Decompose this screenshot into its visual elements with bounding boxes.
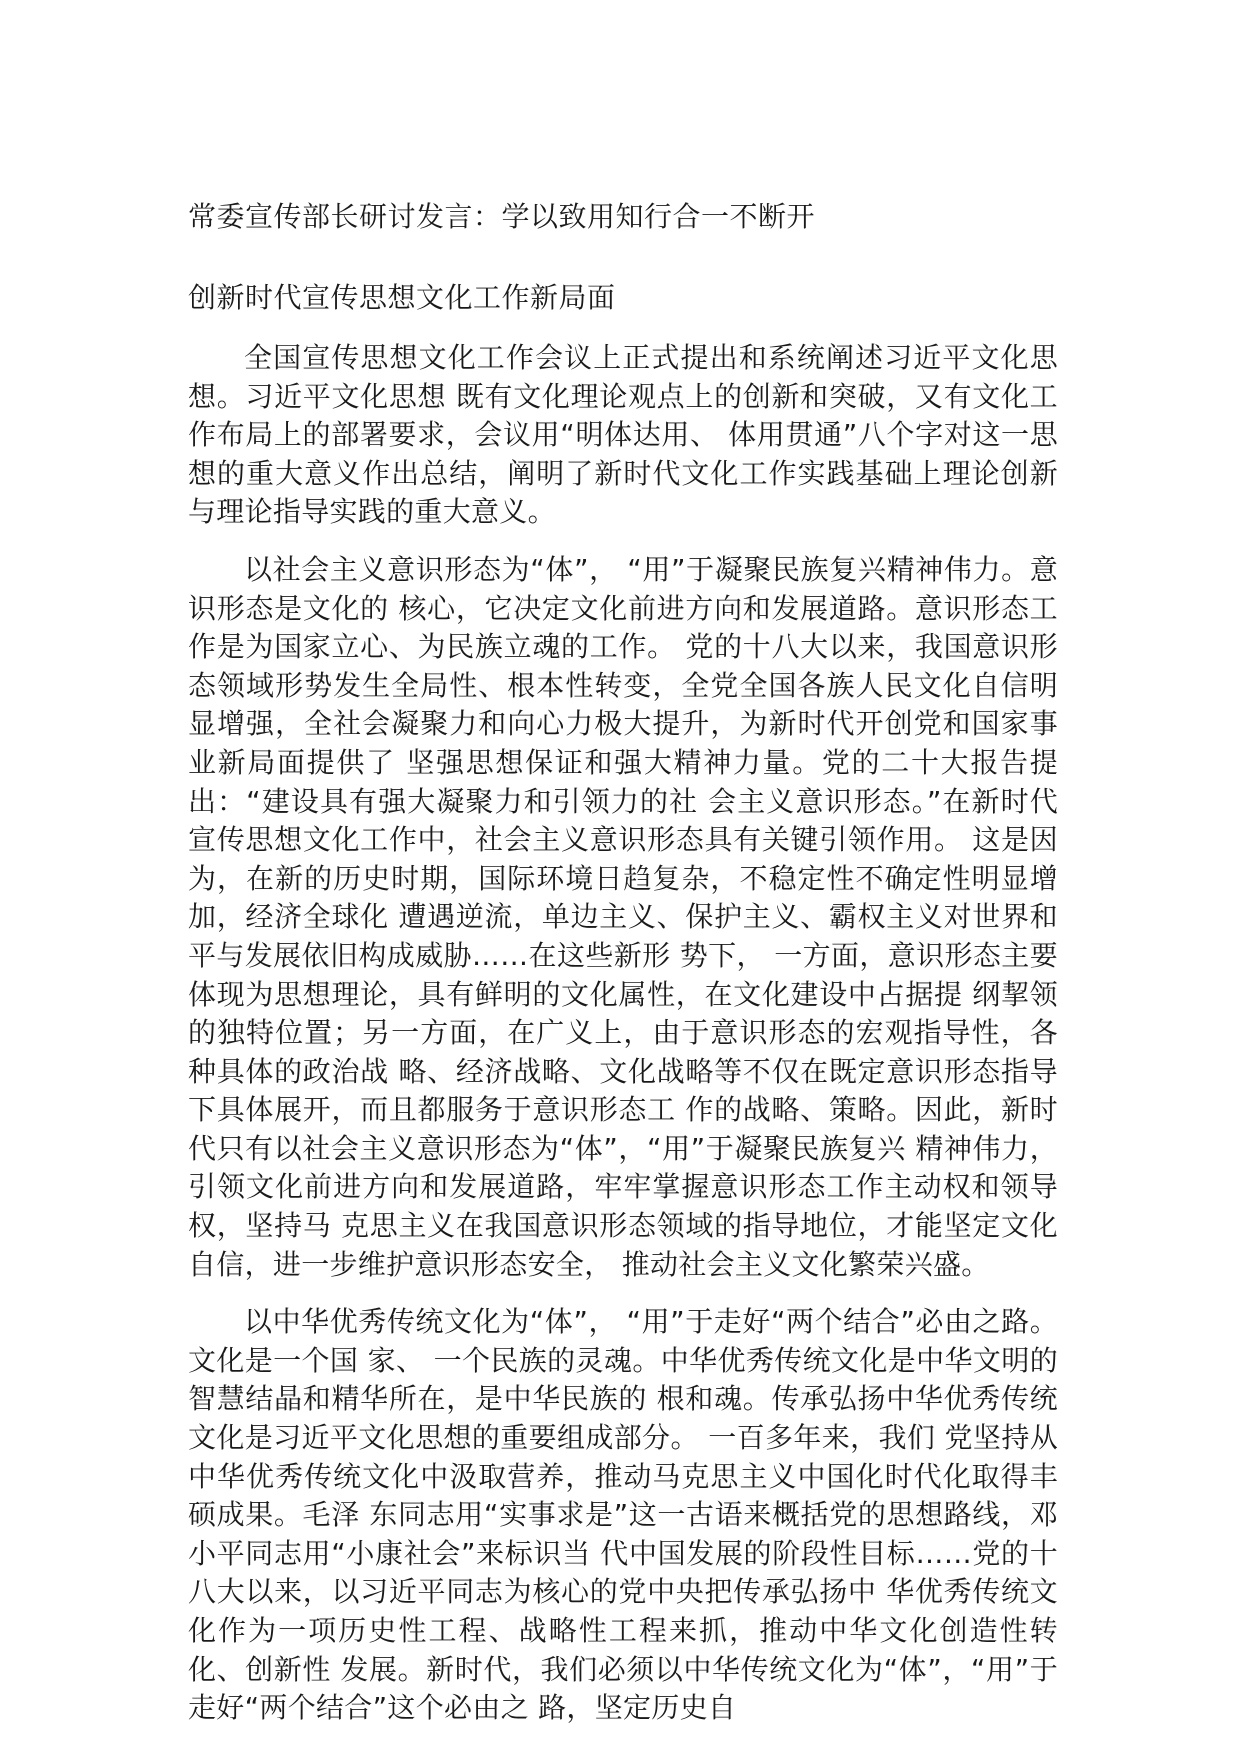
document-title: 常委宣传部长研讨发言：学以致用知行合一不断开 (188, 200, 816, 233)
body-paragraph: 以社会主义意识形态为“体”， “用”于凝聚民族复兴精神伟力。意识形态是文化的 核心，它决定文化前进方向和发展道路。意识形态工作是为国家立心、为民族立魂的工作。 党的十八大以来，我国意识形态领域形势发生全局性、根本性转变，全党全国各族人民文化自信明显增强，全社会凝聚力和向心力极大提升，为新时代开创党和国家事业新局面提供了 坚强思想保证和强大精神力量。党的二十大报告提出：“建设具有强大凝聚力和引领力的社 会主义意识形态。”在新时代宣传思想文化工作中，社会主义意识形态具有关键引领作用。 这是因为，在新的历史时期，国际环境日趋复杂，不稳定性不确定性明显增加，经济全球化 遭遇逆流，单边主义、保护主义、霸权主义对世界和平与发展依旧构成威胁……在这些新形 势下， 一方面，意识形态主要体现为思想理论，具有鲜明的文化属性，在文化建设中占据提 纲挈领的独特位置；另一方面，在广义上，由于意识形态的宏观指导性，各种具体的政治战 略、经济战略、文化战略等不仅在既定意识形态指导下具体展开，而且都服务于意识形态工 作的战略、策略。因此，新时代只有以社会主义意识形态为“体”，“用”于凝聚民族复兴 精神伟力，引领文化前进方向和发展道路，牢牢掌握意识形态工作主动权和领导权，坚持马 克思主义在我国意识形态领域的指导地位，才能坚定文化自信，进一步维护意识形态安全， 推动社会主义文化繁荣兴盛。 (188, 552, 1058, 1281)
body-paragraph: 以中华优秀传统文化为“体”， “用”于走好“两个结合”必由之路。 文化是一个国 家、 一个民族的灵魂。中华优秀传统文化是中华文明的智慧结晶和精华所在，是中华民族的 根和魂。传承弘扬中华优秀传统文化是习近平文化思想的重要组成部分。 一百多年来，我们 党坚持从中华优秀传统文化中汲取营养，推动马克思主义中国化时代化取得丰硕成果。毛泽 东同志用“实事求是”这一古语来概括党的思想路线，邓小平同志用“小康社会”来标识当 代中国发展的阶段性目标……党的十八大以来，以习近平同志为核心的党中央把传承弘扬中 华优秀传统文化作为一项历史性工程、战略性工程来抓，推动中华文化创造性转化、创新性 发展。新时代，我们必须以中华传统文化为“体”，“用”于走好“两个结合”这个必由之 路，坚定历史自 (188, 1305, 1058, 1725)
document-subtitle: 创新时代宣传思想文化工作新局面 (188, 281, 616, 314)
body-paragraph: 全国宣传思想文化工作会议上正式提出和系统阐述习近平文化思想。习近平文化思想 既有文化理论观点上的创新和突破，又有文化工作布局上的部署要求，会议用“明体达用、 体用贯通”八个字对这一思想的重大意义作出总结，阐明了新时代文化工作实践基础上理论创新与理论指导实践的重大意义。 (188, 341, 1058, 529)
document-body (188, 339, 1058, 1747)
